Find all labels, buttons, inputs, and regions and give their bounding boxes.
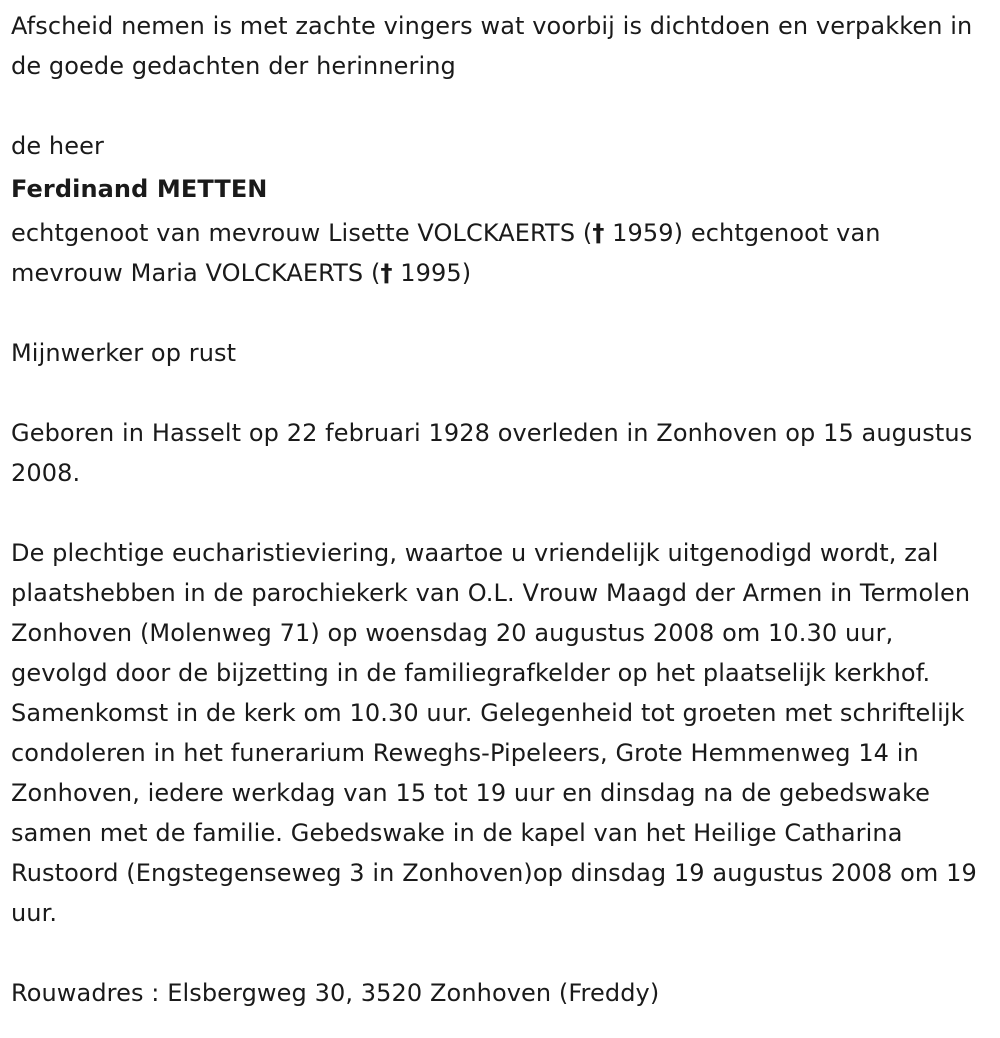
salutation: de heer (11, 132, 104, 160)
spacer (11, 493, 991, 533)
occupation: Mijnwerker op rust (11, 339, 237, 367)
life-dates: Geboren in Hasselt op 22 februari 1928 overleden in Zonhoven op 15 augustus 2008. (11, 419, 973, 487)
mourning-address: Rouwadres : Elsbergweg 30, 3520 Zonhoven (Freddy) (11, 979, 660, 1007)
cross-icon: † (592, 219, 605, 247)
spacer (11, 86, 991, 126)
obituary-document (11, 6, 991, 1013)
cross-icon: † (380, 259, 393, 287)
spouse-1-prefix: echtgenoot van mevrouw Lisette VOLCKAERTS ( (11, 219, 593, 247)
spacer (11, 373, 991, 413)
ceremony-details: De plechtige eucharistieviering, waartoe u vriendelijk uitgenodigd wordt, zal plaatshebben in de parochiekerk van O.L. Vrouw Maagd der Armen in Termolen Zonhoven (Molenweg 71) op woensdag 20 augustus 2008 om 10.30 uur, gevolgd door de bijzetting in de familiegrafkelder op het plaatselijk kerkhof. Samenkomst in de kerk om 10.30 uur. Gelegenheid tot groeten met schriftelijk condoleren in het funerarium Reweghs-Pipeleers, Grote Hemmenweg 14 in Zonhoven, iedere werkdag van 15 tot 19 uur en dinsdag na de gebedswake samen met de familie. Gebedswake in de kapel van het Heilige Catharina Rustoord (Engstegenseweg 3 in Zonhoven)op dinsdag 19 augustus 2008 om 19 uur. (11, 539, 977, 927)
intro-quote: Afscheid nemen is met zachte vingers wat voorbij is dichtdoen en verpakken in de goede gedachten der herinnering (11, 12, 973, 80)
spouse-2-year: 1995) (392, 259, 472, 287)
spouse-2-prefix: echtgenoot van mevrouw Maria VOLCKAERTS ( (11, 219, 881, 287)
deceased-name: Ferdinand METTEN (11, 175, 268, 203)
spouse-1-year: 1959) (604, 219, 691, 247)
spacer (11, 933, 991, 973)
spouses-line (11, 213, 991, 293)
spacer (11, 293, 991, 333)
